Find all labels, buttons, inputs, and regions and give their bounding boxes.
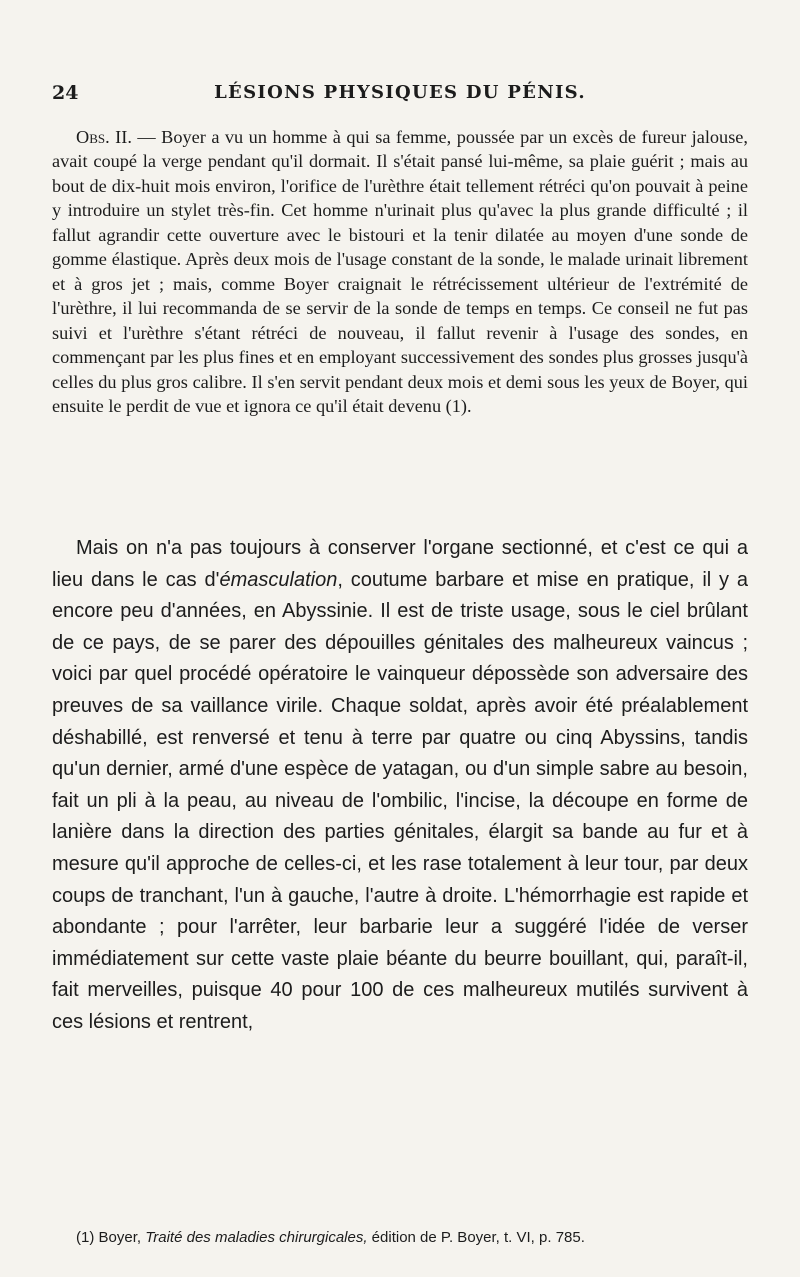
footnote-rest: édition de P. Boyer, t. VI, p. 785.	[367, 1229, 585, 1246]
page-number: 24	[52, 82, 79, 104]
main-emphasis: émasculation	[219, 568, 338, 591]
main-paragraph	[52, 533, 748, 1039]
footnote	[52, 1228, 748, 1248]
footnote-author: Boyer,	[94, 1229, 146, 1246]
footnote-marker: (1)	[76, 1229, 95, 1246]
observation-paragraph	[52, 125, 748, 418]
observation-text: — Boyer a vu un homme à qui sa femme, poussée par un excès de fureur jalouse, avait coupé la verge pendant qu'il dormait. Il s'était pansé lui-même, sa plaie guérit ; mais au bout de dix-huit mois environ, l'orifice de l'urèthre était tellement rétréci qu'on pouvait à peine y introduire un stylet très-fin. Cet homme n'urinait plus qu'avec la plus grande difficulté ; il fallut agrandir cette ouverture avec le bistouri et la tenir dilatée au moyen d'une sonde de gomme élastique. Après deux mois de l'usage constant de la sonde, le malade urinait librement et à gros jet ; mais, comme Boyer craignait le rétrécissement ultérieur de l'extrémité de l'urèthre, il lui recommanda de se servir de la sonde de temps en temps. Ce conseil ne fut pas suivi et l'urèthre s'étant rétréci de nouveau, il fallut revenir à l'usage des sondes, en commençant par les plus fines et en employant successivement des sondes plus grosses jusqu'à celles du plus gros calibre. Il s'en servit pendant deux mois et demi sous les yeux de Boyer, qui ensuite le perdit de vue et ignora ce qu'il était devenu (1).	[52, 127, 748, 416]
running-title: LÉSIONS PHYSIQUES DU PÉNIS.	[214, 82, 586, 103]
page-header	[52, 82, 748, 112]
observation-label: Obs. II.	[76, 127, 132, 147]
footnote-title: Traité des maladies chirurgicales,	[145, 1229, 368, 1246]
main-text-after: , coutume barbare et mise en pratique, il y a encore peu d'années, en Abyssinie. Il est de triste usage, sous le ciel brûlant de ce pays, de se parer des dépouilles génitales des malheureux vaincus ; voici par quel procédé opératoire le vainqueur dépossède son adversaire des preuves de sa vaillance virile. Chaque soldat, après avoir été préalablement déshabillé, est renversé et tenu à terre par quatre ou cinq Abyssins, tandis qu'un dernier, armé d'une espèce de yatagan, ou d'un simple sabre au besoin, fait un pli à la peau, au niveau de l'ombilic, l'incise, la découpe en forme de lanière dans la direction des parties génitales, élargit sa bande au fur et à mesure qu'il approche de celles-ci, et les rase totalement à leur tour, par deux coups de tranchant, l'un à gauche, l'autre à droite. L'hémorrhagie est rapide et abondante ; pour l'arrêter, leur barbarie leur a suggéré l'idée de verser immédiatement sur cette vaste plaie béante du beurre bouillant, qui, paraît-il, fait merveilles, puisque 40 pour 100 de ces malheureux mutilés survivent à ces lésions et rentrent,	[52, 568, 748, 1033]
main-text-before: Mais on n'a pas toujours à conserver l'organe sectionné, et c'est ce qui a lieu dans le cas d'	[52, 537, 748, 591]
